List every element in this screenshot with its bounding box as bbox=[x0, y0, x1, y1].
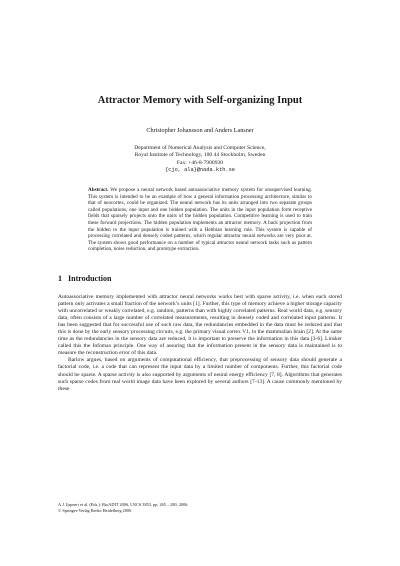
affiliation-fax: Fax: +46-8-7900930 bbox=[176, 159, 224, 166]
body-paragraph-1: Autoassociative memory implemented with attractor neural networks works best with sparse activity, i.e. when each stored pattern only activates a small fraction of the network’s units [1]. Further, this type of memory achieve a higher storage capacity with uncorrelated or weakly correlated, e.g. random, patterns than with highly correlated patterns. Real world data, e.g. sensory data, often consists of a large number of correlated measurements, resulting in densely coded and correlated input patterns. It has been suggested that for successful use of such raw data, the redundancies embedded in the data must be reduced and that this is done by the early sensory processing circuits, e.g. the primary visual cortex V1, in the mammalian brain [2]. At the same time as the redundancies in the sensory data are reduced, it is important to preserve the information in this data [3-6]. Linsker called this the Infomax principle. One way of assuring that the information present in the sensory data is maintained is to measure the reconstruction error of this data. bbox=[58, 294, 342, 357]
abstract-text: We propose a neural network based autoassociative memory system for unsupervised learning. This system is intended to be an example of how a general information processing architecture, similar to that of neocortex, could be organized. The neural network has its units arranged into two separate groups called populations, one input and one hidden population. The units in the input population form receptive fields that sparsely projects onto the units of the hidden population. Competitive learning is used to train these forward projections. The hidden population implements an attractor memory. A back projection from the hidden to the input population is trained with a Hebbian learning rule. This system is capable of processing correlated and densely coded patterns, which regular attractor neural networks are very poor at. The system shows good performance on a number of typical attractor neural network tasks such as pattern completion, noise reduction, and prototype extraction. bbox=[88, 187, 312, 253]
abstract-label: Abstract. bbox=[88, 187, 109, 193]
affiliation-block bbox=[0, 145, 400, 175]
footer-citation: A.J. Ijspeert et al. (Eds.): BioADIT 2006, LNCS 3853, pp. 265 – 280, 2006. bbox=[58, 502, 189, 507]
section-number: 1 bbox=[58, 274, 62, 283]
section-heading bbox=[58, 274, 111, 283]
footer-copyright: © Springer-Verlag Berlin Heidelberg 2006 bbox=[58, 507, 132, 513]
paper-title: Attractor Memory with Self-organizing Input bbox=[97, 95, 303, 106]
section-title: Introduction bbox=[68, 274, 112, 283]
affiliation-email: {cjo, ala}@nada.kth.se bbox=[165, 167, 235, 174]
page-footer bbox=[58, 502, 189, 513]
abstract bbox=[88, 187, 312, 253]
paper-authors: Christopher Johansson and Anders Lansner bbox=[146, 127, 254, 134]
affiliation-line-1: Department of Numerical Analysis and Computer Science, bbox=[134, 145, 266, 151]
affiliation-line-2: Royal Institute of Technology, 100 44 Stockholm, Sweden bbox=[134, 152, 266, 159]
body-text bbox=[58, 294, 342, 393]
body-paragraph-2: Barlow argues, based on arguments of computational efficiency, that preprocessing of sensory data should generate a factorial code, i.e. a code that can represent the input data by a limited number of components. Further, this factorial code should be sparse. A sparse activity is also supported by arguments of neural energy efficiency [7, 8]. Algorithms that generates such sparse codes from real world image data have been explored by several authors [7-13]. A cause commonly mentioned by these bbox=[58, 357, 342, 392]
